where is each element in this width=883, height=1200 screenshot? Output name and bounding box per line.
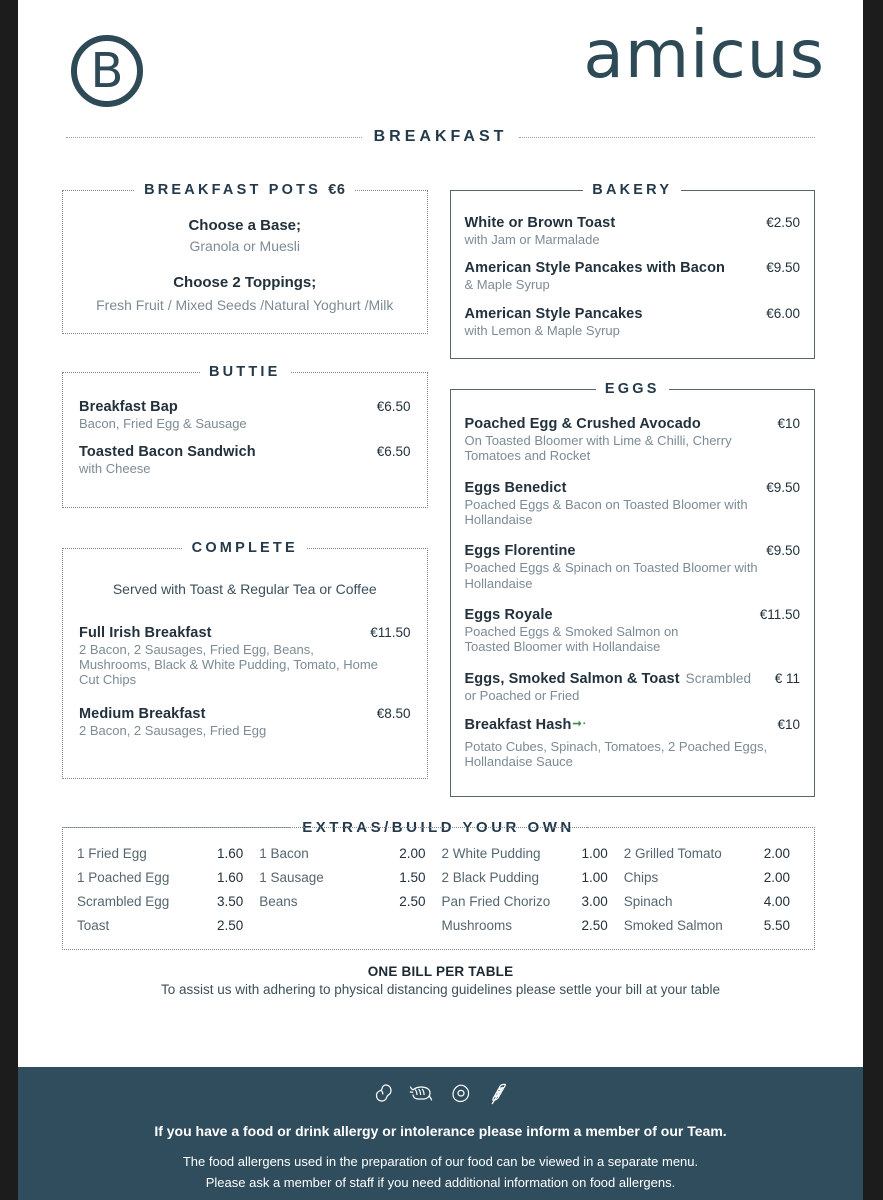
pots-spacer (77, 254, 413, 274)
allergen-footer (18, 1067, 863, 1200)
extra-item (624, 894, 800, 909)
bill-notice-text: To assist us with adhering to physical distancing guidelines please settle your bill at your table (160, 981, 721, 997)
extra-name: 1 Sausage (259, 869, 324, 885)
item-description: with Lemon & Maple Syrup (464, 322, 620, 338)
extra-price: 1.60 (216, 869, 244, 885)
menu-item (79, 706, 411, 738)
extra-price: 2.50 (399, 893, 426, 909)
item-description: Potato Cubes, Spinach, Tomatoes, 2 Poached Eggs, Hollandaise Sauce (464, 738, 768, 770)
item-name-text: Breakfast Hash (464, 716, 572, 733)
item-price: €6.50 (376, 399, 411, 414)
extra-item (442, 918, 618, 933)
pots-toppings-options: Fresh Fruit / Mixed Seeds /Natural Yoghurt /Milk (96, 297, 394, 313)
item-description: 2 Bacon, 2 Sausages, Fried Egg (79, 722, 267, 738)
buttie-items (79, 399, 411, 477)
item-price: € 11 (774, 670, 800, 686)
section-title-text: BUTTIE (200, 364, 290, 380)
menu-item (465, 480, 801, 528)
extra-name: Toast (77, 917, 110, 933)
item-description: with Jam or Marmalade (464, 232, 600, 247)
bill-notice-heading: ONE BILL PER TABLE (367, 963, 514, 979)
extra-item (77, 870, 253, 885)
circled-b-logo-icon (69, 33, 145, 109)
menu-item (465, 260, 801, 292)
menu-columns (18, 146, 863, 797)
extra-name: 1 Poached Egg (77, 869, 170, 885)
extras-grid (77, 846, 800, 933)
extra-item (442, 870, 618, 885)
item-price: €9.50 (766, 479, 800, 495)
extra-item (442, 894, 618, 909)
extra-price: 2.00 (399, 845, 426, 861)
item-name: Eggs Royale (464, 606, 553, 623)
extra-name: 2 Black Pudding (441, 869, 540, 885)
item-name: Eggs Florentine (464, 543, 576, 560)
vegetarian-leaf-icon: ➞· (572, 717, 588, 730)
item-name: Toasted Bacon Sandwich (79, 444, 256, 461)
menu-header (18, 0, 863, 118)
item-description: On Toasted Bloomer with Lime & Chilli, Cherry Tomatoes and Rocket (464, 432, 732, 464)
item-price: €8.50 (376, 705, 411, 721)
item-price: €11.50 (370, 624, 411, 640)
extra-price: 4.00 (763, 893, 790, 909)
extra-name: Beans (259, 893, 298, 909)
extra-name: Chips (623, 869, 659, 885)
section-title-complete (63, 540, 427, 556)
extra-name: 2 Grilled Tomato (623, 845, 722, 861)
extra-name: Scrambled Egg (77, 893, 170, 909)
section-title-text: EXTRAS/BUILD YOUR OWN (302, 818, 575, 836)
extra-name: Pan Fried Chorizo (441, 893, 551, 909)
item-description: with Cheese (79, 461, 151, 477)
extra-price: 1.60 (216, 845, 244, 861)
menu-type-label: BREAKFAST (373, 128, 508, 145)
menu-item (465, 543, 801, 591)
item-price: €2.50 (766, 215, 800, 230)
wheat-icon (487, 1081, 511, 1107)
menu-page (18, 0, 863, 1200)
section-title-text: COMPLETE (183, 540, 307, 556)
divider-line-right (519, 137, 815, 138)
extra-item (624, 870, 800, 885)
allergy-notice: If you have a food or drink allergy or intolerance please inform a member of our Team. (154, 1123, 727, 1139)
extra-price: 2.00 (763, 869, 790, 885)
menu-item (79, 399, 411, 431)
extra-price: 3.00 (581, 893, 608, 909)
section-title-buttie (63, 364, 427, 380)
egg-icon (449, 1082, 473, 1106)
extra-item (77, 918, 253, 933)
item-name-text: Eggs, Smoked Salmon & Toast (464, 670, 680, 687)
item-name: Full Irish Breakfast (79, 624, 212, 641)
left-column (62, 172, 428, 779)
item-qualifier: Scrambled (685, 670, 752, 686)
item-price: €6.00 (766, 305, 800, 321)
menu-item (79, 444, 411, 476)
item-price: €9.50 (766, 543, 800, 559)
pots-toppings-heading: Choose 2 Toppings; (173, 274, 317, 291)
extra-price: 2.50 (216, 917, 244, 933)
extra-price: 2.00 (763, 845, 790, 861)
extra-price: 1.00 (581, 845, 608, 861)
extra-item (77, 894, 253, 909)
extra-item (624, 918, 800, 933)
item-name (465, 671, 752, 687)
bill-notice (18, 964, 863, 997)
extra-item (442, 846, 618, 861)
item-price: €11.50 (759, 606, 800, 622)
complete-items (79, 625, 411, 738)
allergen-line-2: Please ask a member of staff if you need additional information on food allergens. (205, 1175, 676, 1190)
item-description: Poached Eggs & Bacon on Toasted Bloomer with Hollandaise (464, 496, 748, 527)
item-name: Eggs Benedict (464, 479, 567, 496)
extra-price: 3.50 (216, 893, 244, 909)
item-description: & Maple Syrup (464, 277, 550, 293)
extra-item (259, 846, 435, 861)
extra-name: 2 White Pudding (441, 845, 541, 861)
menu-item (465, 607, 801, 655)
item-name: Breakfast Bap (79, 399, 178, 415)
pots-base-options: Granola or Muesli (189, 238, 300, 254)
svg-text:B: B (90, 43, 124, 99)
extra-name: 1 Bacon (259, 845, 309, 861)
menu-item (465, 717, 801, 770)
section-title-eggs (451, 381, 815, 397)
item-description: or Poached or Fried (464, 687, 580, 703)
extras-box (62, 827, 815, 950)
menu-item (465, 215, 801, 247)
section-extras-wrapper (18, 797, 863, 950)
item-name: Poached Egg & Crushed Avocado (464, 415, 701, 432)
section-breakfast-pots (62, 182, 428, 334)
extra-item (77, 846, 253, 861)
item-price: €10 (777, 415, 800, 431)
item-description: Bacon, Fried Egg & Sausage (79, 416, 247, 431)
allergen-icon-row (18, 1079, 863, 1109)
allergen-line-1: The food allergens used in the preparation of our food can be viewed in a separate menu. (182, 1154, 699, 1169)
extra-name: Spinach (623, 893, 673, 909)
shrimp-icon (409, 1082, 435, 1106)
menu-item (79, 625, 411, 688)
pots-base-heading: Choose a Base; (188, 217, 302, 234)
extra-name: Smoked Salmon (623, 917, 723, 933)
right-column (450, 172, 816, 797)
eggs-items (465, 416, 801, 770)
menu-item (465, 671, 801, 703)
peanut-icon (371, 1082, 395, 1106)
section-title-text: EGGS (596, 381, 669, 397)
item-name (465, 717, 588, 733)
item-price: €6.50 (376, 444, 411, 460)
extra-name: 1 Fried Egg (77, 845, 147, 861)
extra-price: 5.50 (763, 917, 790, 933)
complete-served-note: Served with Toast & Regular Tea or Coffee (112, 580, 377, 597)
item-price: €9.50 (766, 260, 800, 276)
menu-type-divider (66, 118, 815, 146)
extra-price: 1.50 (399, 869, 426, 885)
extra-item (259, 870, 435, 885)
item-description: Poached Eggs & Smoked Salmon on Toasted Bloomer with Hollandaise (464, 623, 679, 655)
extra-item (259, 894, 435, 909)
item-name: White or Brown Toast (464, 215, 616, 231)
menu-item (465, 416, 801, 464)
item-description: Poached Eggs & Spinach on Toasted Bloomer with Hollandaise (464, 560, 758, 591)
item-name: Medium Breakfast (79, 705, 206, 722)
item-description: 2 Bacon, 2 Sausages, Fried Egg, Beans, Mushrooms, Black & White Pudding, Tomato, Home Cut Chips (79, 641, 378, 688)
brand-name: amicus (583, 16, 825, 93)
section-title-text: BREAKFAST POTS (144, 182, 322, 198)
menu-content (18, 0, 863, 1047)
divider-line-left (66, 137, 362, 138)
extra-name: Mushrooms (441, 917, 513, 933)
extra-item (624, 846, 800, 861)
item-price: €10 (777, 716, 800, 732)
item-name: American Style Pancakes with Bacon (464, 260, 725, 277)
section-eggs (450, 380, 816, 797)
section-title-bakery (451, 182, 815, 198)
section-title-price: €6 (328, 182, 346, 198)
extra-price: 1.00 (581, 869, 608, 885)
section-title-text: BAKERY (583, 182, 681, 198)
item-name: American Style Pancakes (464, 305, 643, 322)
menu-item (465, 306, 801, 338)
section-complete (62, 539, 428, 779)
section-buttie (62, 364, 428, 508)
extra-price: 2.50 (581, 917, 608, 933)
section-title-breakfast-pots (63, 182, 427, 198)
section-bakery (450, 182, 816, 359)
bakery-items (465, 215, 801, 338)
